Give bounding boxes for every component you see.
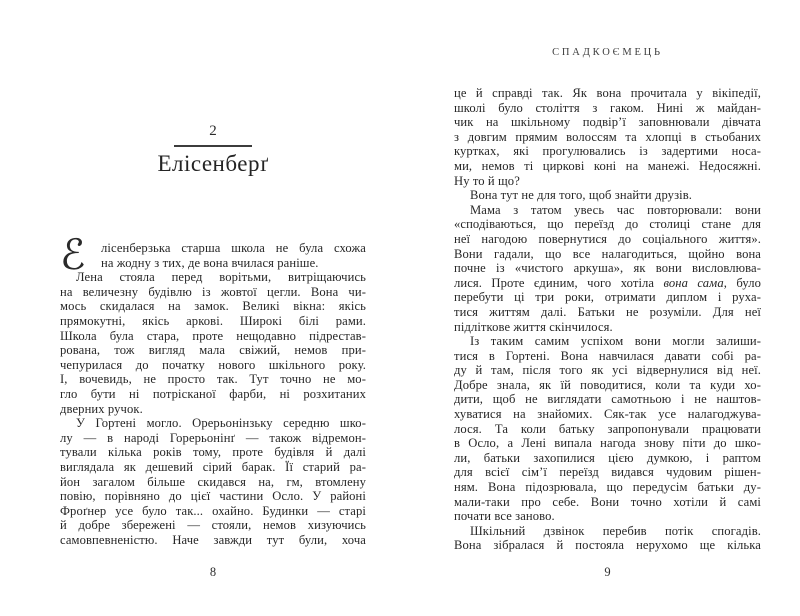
right-page [454, 0, 761, 616]
chapter-divider-rule [174, 145, 252, 147]
text-line [454, 334, 761, 349]
text-segment: в Осло, а Лені випала нагода знову піти до шко- [454, 436, 761, 451]
text-segment: Шкільний дзвінок перебив потік спогадів. [470, 523, 761, 538]
text-segment: Мама з татом увесь час повторювали: вони [470, 202, 761, 217]
text-segment: дити, щоб не виглядати самотньою і не наштов- [454, 392, 761, 407]
text-segment: , було [723, 275, 761, 290]
text-segment: лися. Проте єдиним, чого хотіла [454, 275, 664, 290]
text-segment: мали-таки про себе. Вони точно хотіли й самі [454, 494, 761, 509]
text-segment: тися життям далі. Батьки не розуміли. Для неї [454, 304, 761, 319]
text-segment: й добре збережені — стояли, немов хизуючись [60, 518, 366, 533]
text-line [454, 451, 761, 466]
text-segment: тували кілька років тому, проте будівля й далі [60, 445, 366, 460]
text-line [60, 504, 366, 519]
left-page [60, 0, 366, 616]
text-line [60, 460, 366, 475]
text-segment: лу — в народі Горерьонінґ — також відремон- [60, 430, 366, 445]
text-line [454, 422, 761, 437]
text-line [60, 445, 366, 460]
text-line [60, 299, 366, 314]
chapter-title: Елісенберґ [157, 151, 269, 176]
text-line [454, 392, 761, 407]
text-segment: на жодну з тих, де вона вчилася раніше. [101, 255, 319, 270]
text-segment: ми, немов ті циркові коні на манежі. Недосяжні. [454, 158, 761, 173]
text-line [60, 285, 366, 300]
page-number-left: 8 [209, 565, 217, 579]
text-segment: почне із «чистого аркуша», як вони висловлюва- [454, 261, 761, 276]
text-line [454, 305, 761, 320]
text-line [454, 465, 761, 480]
text-line [454, 349, 761, 364]
text-line [60, 533, 366, 548]
text-segment: рована, тож вигляд мала свіжий, немов при- [60, 343, 366, 358]
text-line [454, 101, 761, 116]
text-segment: самовпевненістю. Наче завжди тут були, хоча [60, 532, 366, 547]
text-line [454, 495, 761, 510]
text-line [454, 363, 761, 378]
text-line [454, 174, 761, 189]
text-line [454, 261, 761, 276]
text-line [454, 217, 761, 232]
text-line [454, 436, 761, 451]
text-segment: виглядала як дешевий сірий барак. Її старий ра- [60, 459, 366, 474]
text-line [60, 343, 366, 358]
text-segment: школі було століття з гаком. Нині ж майдан- [454, 100, 761, 115]
text-segment: У Гортені могло. Орерьонінзьку середню шко- [76, 416, 366, 431]
text-line [60, 518, 366, 533]
page-number-right: 9 [604, 565, 611, 579]
text-line [454, 86, 761, 101]
text-line [454, 203, 761, 218]
italic-text: вона сама [663, 275, 724, 290]
chapter-number: 2 [209, 123, 217, 139]
text-segment: Вона зібралася й постояла нерухомо ще кілька [454, 538, 761, 553]
text-line [454, 247, 761, 262]
text-line [454, 276, 761, 291]
text-segment: з довгим прямим волоссям та хлопці в стьобаних [454, 129, 761, 144]
text-segment: «сподіваються, що переїзд до столиці стане для [454, 217, 761, 232]
text-segment: для всієї сім’ї переїзд видався чудовим рішен- [454, 465, 761, 480]
text-line [454, 232, 761, 247]
text-segment: куртках, які прогулювались із задертими носа- [454, 144, 761, 159]
text-segment: Школа була стара, проте нещодавно підрестав- [60, 328, 366, 343]
text-segment: Вона тут не для того, щоб знайти друзів. [470, 188, 693, 203]
text-line [60, 314, 366, 329]
text-segment: це й справді так. Як вона прочитала у вікіпедії, [454, 86, 761, 100]
left-page-body [60, 230, 366, 547]
drop-cap: ℰ [60, 230, 86, 279]
text-segment: почати все заново. [454, 509, 555, 524]
text-segment: мось скидалася на замок. Великі вікна: якісь [60, 299, 366, 314]
text-segment: Ну то й що? [454, 173, 520, 188]
text-line [454, 524, 761, 539]
text-line [454, 480, 761, 495]
text-segment: Добре знала, як їй поводитися, коли та куди хо- [454, 377, 761, 392]
text-segment: І, вочевидь, не просто так. Тут точно не мо- [60, 372, 366, 387]
text-segment: Із таким самим успіхом вони могли залиши- [470, 334, 761, 349]
text-line [60, 387, 366, 402]
text-segment: лося. Та коли батьку запропонували працювати [454, 421, 761, 436]
text-line [454, 378, 761, 393]
text-line [454, 144, 761, 159]
text-segment: лісенберзька старша школа не була схожа [101, 241, 366, 255]
text-segment: йон загалом більше скидався на, гм, втомлену [60, 474, 366, 489]
text-segment: гло бути ні потрісканої фарби, ні розхитаних [60, 386, 366, 401]
text-line [454, 407, 761, 422]
text-segment: ли, батьки захопилися цією думкою, і раптом [454, 450, 761, 465]
text-line [454, 320, 761, 335]
text-line [60, 475, 366, 490]
text-segment: чик на шкільному подвір’ї заповнювали дівчата [454, 115, 761, 130]
text-segment: повію, порівняно до цієї частини Осло. У районі [60, 489, 366, 504]
text-line [454, 159, 761, 174]
text-segment: Вони гадали, що все налагодиться, щойно вона [454, 246, 761, 261]
text-segment: перебути ці три роки, отримати диплом і руха- [454, 290, 761, 305]
text-line [60, 358, 366, 373]
text-line [454, 290, 761, 305]
text-line [454, 115, 761, 130]
text-line [60, 270, 366, 285]
right-page-body [454, 86, 761, 553]
text-line [60, 256, 366, 271]
text-line [60, 329, 366, 344]
text-line [60, 241, 366, 256]
text-segment: Фроґнер усе було так... охайно. Будинки — старі [60, 503, 366, 518]
text-line [60, 431, 366, 446]
text-line [60, 402, 366, 417]
text-segment: прямокутні, якісь аркові. Широкі білі рами. [60, 313, 366, 328]
text-segment: на величезну будівлю із жовтої цегли. Вона чи- [60, 284, 366, 299]
text-line [454, 130, 761, 145]
text-segment: хуватися на знайомих. Сяк-так усе налагоджува- [454, 407, 761, 422]
text-segment: ням. Вона підозрювала, що передусім батьки ду- [454, 480, 761, 495]
text-line [60, 416, 366, 431]
text-line [454, 188, 761, 203]
running-header: СПАДКОЄМЕЦЬ [552, 47, 663, 58]
text-line [60, 489, 366, 504]
text-line [454, 538, 761, 553]
text-segment: Лена стояла перед ворітьми, витріщаючись [76, 270, 366, 285]
text-segment: ду й там, після того як усі відвернулися від неї. [454, 363, 761, 378]
text-line [60, 372, 366, 387]
text-segment: неї нагодою повернутися до соціального життя». [454, 231, 761, 246]
text-segment: тися в Гортені. Вона навчилася давати собі ра- [454, 348, 761, 363]
text-segment: дверних ручок. [60, 401, 143, 416]
text-segment: чепурилася до початку нового шкільного року. [60, 357, 366, 372]
text-line [454, 509, 761, 524]
text-segment: підліткове життя скінчилося. [454, 319, 613, 334]
